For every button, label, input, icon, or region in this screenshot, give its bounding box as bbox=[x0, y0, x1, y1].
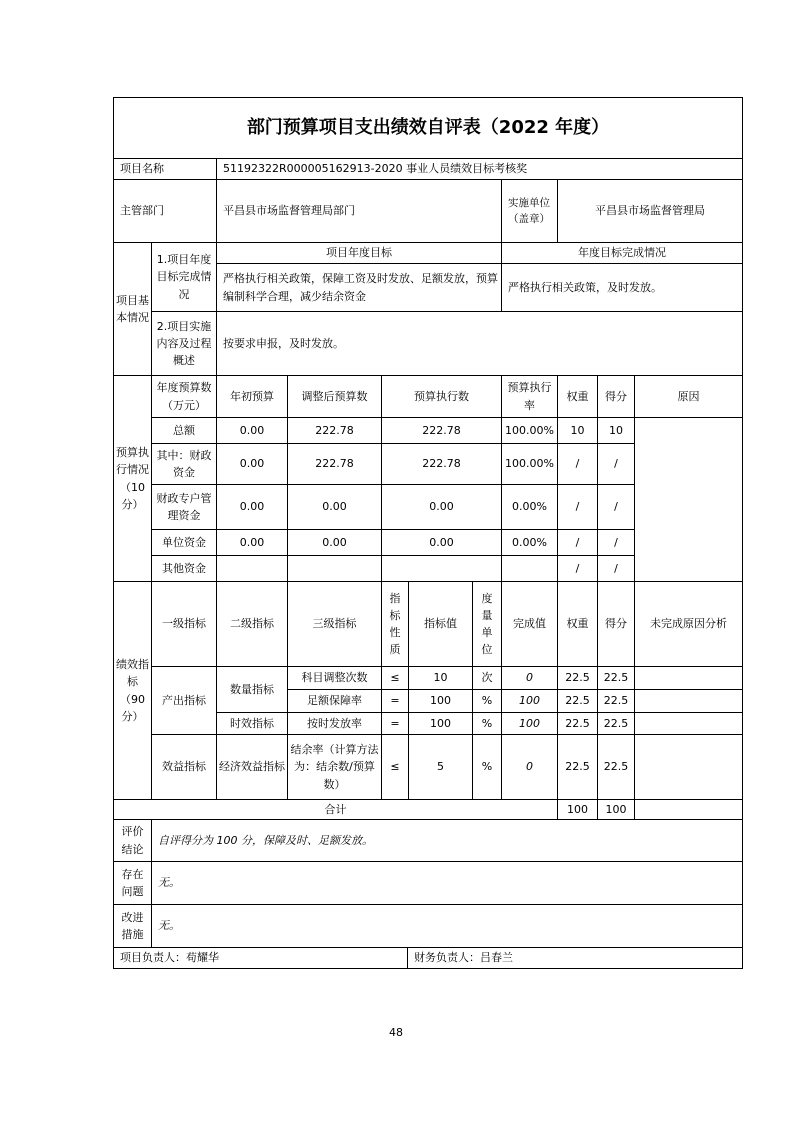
page-number: 48 bbox=[389, 1026, 403, 1039]
budget-row-initial: 0.00 bbox=[216, 417, 288, 444]
perf-row-done: 0 bbox=[501, 734, 558, 800]
budget-header-rate: 预算执行率 bbox=[501, 375, 558, 418]
perf-header-l3: 三级指标 bbox=[287, 581, 382, 667]
impl-unit-label: 实施单位（盖章） bbox=[501, 179, 558, 243]
annual-target-label: 1.项目年度目标完成情况 bbox=[151, 242, 217, 312]
budget-row-name: 财政专户管理资金 bbox=[151, 484, 217, 530]
evaluation-label: 评价结论 bbox=[113, 819, 152, 862]
perf-row-done: 0 bbox=[501, 666, 558, 690]
perf-row-weight: 22.5 bbox=[557, 734, 598, 800]
perf-row-l3: 结余率（计算方法为：结余数/预算数） bbox=[287, 734, 382, 800]
perf-header-reason: 未完成原因分析 bbox=[634, 581, 743, 667]
budget-row-adjusted: 0.00 bbox=[287, 484, 382, 530]
budget-row-weight: 10 bbox=[557, 417, 598, 444]
budget-row-rate: 100.00% bbox=[501, 443, 558, 485]
budget-row-rate: 0.00% bbox=[501, 484, 558, 530]
budget-row-adjusted bbox=[287, 555, 382, 582]
perf-row-reason bbox=[634, 734, 743, 800]
budget-row-executed: 222.78 bbox=[381, 443, 502, 485]
budget-header-initial: 年初预算 bbox=[216, 375, 288, 418]
budget-row-score: / bbox=[597, 443, 635, 485]
budget-header-adjusted: 调整后预算数 bbox=[287, 375, 382, 418]
perf-header-nature: 指标性质 bbox=[381, 581, 409, 667]
budget-row-executed bbox=[381, 555, 502, 582]
budget-row-adjusted: 222.78 bbox=[287, 417, 382, 444]
budget-header-executed: 预算执行数 bbox=[381, 375, 502, 418]
budget-row-weight: / bbox=[557, 555, 598, 582]
perf-row-reason bbox=[634, 689, 743, 713]
benefit-indicator-label: 效益指标 bbox=[151, 734, 217, 800]
perf-row-weight: 22.5 bbox=[557, 689, 598, 713]
total-label: 合计 bbox=[113, 799, 558, 820]
perf-row-unit: % bbox=[472, 689, 502, 713]
dept-label: 主管部门 bbox=[113, 179, 217, 243]
perf-row-value: 100 bbox=[408, 712, 473, 735]
budget-header-reason: 原因 bbox=[634, 375, 743, 418]
dept-value: 平昌县市场监督管理局部门 bbox=[216, 179, 502, 243]
budget-row-executed: 222.78 bbox=[381, 417, 502, 444]
perf-header-score: 得分 bbox=[597, 581, 635, 667]
budget-row-adjusted: 0.00 bbox=[287, 529, 382, 556]
budget-row-name: 其他资金 bbox=[151, 555, 217, 582]
budget-header-item: 年度预算数（万元） bbox=[151, 375, 217, 418]
perf-row-reason bbox=[634, 712, 743, 735]
perf-row-value: 5 bbox=[408, 734, 473, 800]
budget-row-name: 总额 bbox=[151, 417, 217, 444]
perf-row-value: 100 bbox=[408, 689, 473, 713]
total-weight: 100 bbox=[557, 799, 598, 820]
budget-row-initial bbox=[216, 555, 288, 582]
issues-label: 存在问题 bbox=[113, 861, 152, 905]
target-text: 严格执行相关政策，保障工资及时发放、足额发放，预算编制科学合理，减少结余资金 bbox=[216, 263, 502, 312]
perf-row-l3: 按时发放率 bbox=[287, 712, 382, 735]
perf-row-unit: % bbox=[472, 712, 502, 735]
quantity-indicator-label: 数量指标 bbox=[216, 666, 288, 713]
budget-row-initial: 0.00 bbox=[216, 443, 288, 485]
perf-header-l2: 二级指标 bbox=[216, 581, 288, 667]
perf-row-done: 100 bbox=[501, 689, 558, 713]
project-name-label: 项目名称 bbox=[113, 158, 217, 180]
budget-row-adjusted: 222.78 bbox=[287, 443, 382, 485]
form-title: 部门预算项目支出绩效自评表（2022 年度） bbox=[113, 97, 743, 159]
perf-row-nature: = bbox=[381, 689, 409, 713]
budget-row-score: / bbox=[597, 529, 635, 556]
perf-row-unit: % bbox=[472, 734, 502, 800]
measures-text: 无。 bbox=[151, 904, 743, 948]
perf-row-reason bbox=[634, 666, 743, 690]
implementation-text: 按要求申报，及时发放。 bbox=[216, 311, 743, 376]
project-leader: 项目负责人：苟耀华 bbox=[113, 947, 408, 969]
target-header: 项目年度目标 bbox=[216, 242, 502, 264]
perf-row-nature: = bbox=[381, 712, 409, 735]
budget-row-score: / bbox=[597, 484, 635, 530]
budget-row-weight: / bbox=[557, 529, 598, 556]
perf-header-l1: 一级指标 bbox=[151, 581, 217, 667]
perf-header-weight: 权重 bbox=[557, 581, 598, 667]
perf-row-score: 22.5 bbox=[597, 734, 635, 800]
time-indicator-label: 时效指标 bbox=[216, 712, 288, 735]
perf-row-nature: ≤ bbox=[381, 666, 409, 690]
budget-row-score: / bbox=[597, 555, 635, 582]
budget-row-name: 其中：财政资金 bbox=[151, 443, 217, 485]
budget-section-label: 预算执行情况（10分） bbox=[113, 375, 152, 582]
budget-row-executed: 0.00 bbox=[381, 484, 502, 530]
perf-section-label: 绩效指标（90分） bbox=[113, 581, 152, 800]
perf-row-weight: 22.5 bbox=[557, 666, 598, 690]
finance-leader: 财务负责人：吕春兰 bbox=[407, 947, 743, 969]
perf-header-value: 指标值 bbox=[408, 581, 473, 667]
evaluation-text: 自评得分为 100 分，保障及时、足额发放。 bbox=[151, 819, 743, 862]
perf-row-score: 22.5 bbox=[597, 689, 635, 713]
perf-row-score: 22.5 bbox=[597, 712, 635, 735]
budget-row-initial: 0.00 bbox=[216, 529, 288, 556]
perf-header-done: 完成值 bbox=[501, 581, 558, 667]
total-reason bbox=[634, 799, 743, 820]
perf-row-nature: ≤ bbox=[381, 734, 409, 800]
project-name-value: 51192322R000005162913-2020 事业人员绩效目标考核奖 bbox=[216, 158, 743, 180]
budget-row-score: 10 bbox=[597, 417, 635, 444]
budget-header-score: 得分 bbox=[597, 375, 635, 418]
perf-row-weight: 22.5 bbox=[557, 712, 598, 735]
perf-row-score: 22.5 bbox=[597, 666, 635, 690]
measures-label: 改进措施 bbox=[113, 904, 152, 948]
completion-text: 严格执行相关政策，及时发放。 bbox=[501, 263, 743, 312]
impl-unit-value: 平昌县市场监督管理局 bbox=[557, 179, 743, 243]
budget-header-weight: 权重 bbox=[557, 375, 598, 418]
perf-row-l3: 足额保障率 bbox=[287, 689, 382, 713]
economic-indicator-label: 经济效益指标 bbox=[216, 734, 288, 800]
completion-header: 年度目标完成情况 bbox=[501, 242, 743, 264]
budget-reason-cell bbox=[634, 417, 743, 582]
implementation-label: 2.项目实施内容及过程概述 bbox=[151, 311, 217, 376]
budget-row-name: 单位资金 bbox=[151, 529, 217, 556]
total-score: 100 bbox=[597, 799, 635, 820]
budget-row-executed: 0.00 bbox=[381, 529, 502, 556]
budget-row-rate: 0.00% bbox=[501, 529, 558, 556]
perf-row-done: 100 bbox=[501, 712, 558, 735]
budget-row-rate: 100.00% bbox=[501, 417, 558, 444]
perf-row-unit: 次 bbox=[472, 666, 502, 690]
budget-row-weight: / bbox=[557, 443, 598, 485]
budget-row-initial: 0.00 bbox=[216, 484, 288, 530]
output-indicator-label: 产出指标 bbox=[151, 666, 217, 735]
perf-header-unit: 度量单位 bbox=[472, 581, 502, 667]
issues-text: 无。 bbox=[151, 861, 743, 905]
perf-row-l3: 科目调整次数 bbox=[287, 666, 382, 690]
perf-row-value: 10 bbox=[408, 666, 473, 690]
budget-row-rate bbox=[501, 555, 558, 582]
basic-info-label: 项目基本情况 bbox=[113, 242, 152, 376]
budget-row-weight: / bbox=[557, 484, 598, 530]
